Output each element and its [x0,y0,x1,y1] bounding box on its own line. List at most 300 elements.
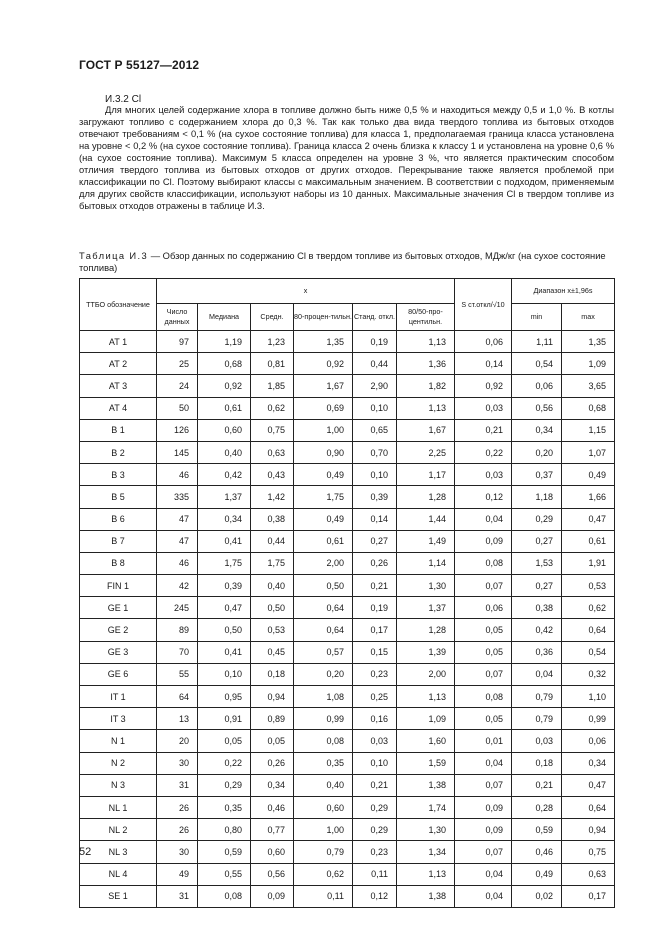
cell-ratio: 1,30 [397,819,455,841]
cell-count: 20 [157,730,198,752]
cell-count: 49 [157,863,198,885]
cell-median: 0,91 [198,708,251,730]
cell-designation: NL 4 [80,863,157,885]
cell-p80: 0,64 [294,619,353,641]
header-range: Диапазон x±1,96s [512,279,615,304]
cell-ratio: 2,25 [397,441,455,463]
cell-p80: 1,67 [294,375,353,397]
cell-max: 3,65 [562,375,615,397]
cell-mean: 0,44 [251,530,294,552]
cell-min: 0,27 [512,530,562,552]
cell-s: 0,09 [455,819,512,841]
table-row [80,441,615,463]
cell-min: 1,53 [512,552,562,574]
cell-min: 0,79 [512,686,562,708]
cell-mean: 0,60 [251,841,294,863]
cell-designation: AT 4 [80,397,157,419]
cell-ratio: 1,13 [397,686,455,708]
cell-max: 0,47 [562,508,615,530]
cell-designation: GE 6 [80,663,157,685]
cell-p80: 0,64 [294,597,353,619]
cell-std: 0,29 [353,796,397,818]
cell-median: 0,40 [198,441,251,463]
cell-mean: 0,05 [251,730,294,752]
cell-s: 0,08 [455,686,512,708]
cell-s: 0,07 [455,841,512,863]
table-row [80,885,615,907]
cell-p80: 0,35 [294,752,353,774]
cell-min: 0,37 [512,464,562,486]
cell-count: 50 [157,397,198,419]
cell-mean: 1,42 [251,486,294,508]
cell-s: 0,07 [455,663,512,685]
cell-designation: GE 3 [80,641,157,663]
cell-p80: 0,20 [294,663,353,685]
cell-median: 0,34 [198,508,251,530]
cell-p80: 0,92 [294,353,353,375]
cell-min: 0,21 [512,774,562,796]
cell-median: 1,19 [198,331,251,353]
cell-count: 26 [157,796,198,818]
cell-count: 70 [157,641,198,663]
cell-s: 0,22 [455,441,512,463]
cell-median: 0,55 [198,863,251,885]
body-paragraph [79,104,614,212]
table-row [80,486,615,508]
cell-median: 0,92 [198,375,251,397]
cell-min: 1,11 [512,331,562,353]
cell-std: 0,23 [353,841,397,863]
cell-count: 26 [157,819,198,841]
cell-mean: 0,94 [251,686,294,708]
cell-mean: 0,50 [251,597,294,619]
cell-mean: 0,53 [251,619,294,641]
cell-designation: B 3 [80,464,157,486]
cell-min: 0,36 [512,641,562,663]
header-min: min [512,304,562,331]
table-row [80,530,615,552]
cell-s: 0,04 [455,885,512,907]
cell-std: 0,70 [353,441,397,463]
cell-max: 0,47 [562,774,615,796]
cell-ratio: 1,38 [397,774,455,796]
cell-min: 0,59 [512,819,562,841]
cell-max: 0,34 [562,752,615,774]
cell-median: 0,61 [198,397,251,419]
table-row [80,752,615,774]
table-row [80,796,615,818]
cell-designation: NL 3 [80,841,157,863]
cell-s: 0,04 [455,508,512,530]
cell-min: 1,18 [512,486,562,508]
cell-count: 46 [157,552,198,574]
cell-mean: 0,77 [251,819,294,841]
cell-ratio: 1,82 [397,375,455,397]
cell-s: 0,21 [455,419,512,441]
header-std: Станд. откл. [353,304,397,331]
table-row [80,619,615,641]
cell-median: 0,68 [198,353,251,375]
cell-max: 0,62 [562,597,615,619]
cell-count: 335 [157,486,198,508]
cell-max: 0,63 [562,863,615,885]
cell-s: 0,04 [455,863,512,885]
cell-s: 0,04 [455,752,512,774]
table-row [80,464,615,486]
cell-max: 0,75 [562,841,615,863]
cell-s: 0,05 [455,619,512,641]
cell-s: 0,03 [455,397,512,419]
cell-std: 0,14 [353,508,397,530]
cell-designation: N 1 [80,730,157,752]
cell-count: 30 [157,841,198,863]
header-max: max [562,304,615,331]
cell-s: 0,14 [455,353,512,375]
cell-p80: 0,60 [294,796,353,818]
cell-max: 0,99 [562,708,615,730]
cell-mean: 0,63 [251,441,294,463]
cell-ratio: 1,14 [397,552,455,574]
cell-ratio: 1,49 [397,530,455,552]
cell-min: 0,02 [512,885,562,907]
cell-std: 0,11 [353,863,397,885]
cell-mean: 1,85 [251,375,294,397]
header-count: Число данных [157,304,198,331]
page-number: 52 [79,846,92,858]
cell-min: 0,38 [512,597,562,619]
cell-s: 0,12 [455,486,512,508]
cell-std: 0,15 [353,641,397,663]
header-ratio: 80/50-про-центильн. [397,304,455,331]
cell-mean: 0,26 [251,752,294,774]
cell-designation: B 8 [80,552,157,574]
cell-s: 0,09 [455,530,512,552]
cell-ratio: 1,44 [397,508,455,530]
cell-std: 0,19 [353,597,397,619]
data-table [79,278,615,908]
cell-count: 89 [157,619,198,641]
cell-max: 0,53 [562,575,615,597]
cell-mean: 0,46 [251,796,294,818]
paragraph-text: Для многих целей содержание хлора в топливе должно быть ниже 0,5 % и находиться между 0,5 и 1,0 %. В котлы загружают топливо с содержанием хлора до 0,3 %. Так как только два вида твердого топлива из бытовых отходов отвечают требованиям < 0,1 % (на сухое состояние топлива) для класса 1, предполагаемая граница класса установлена на уровне < 0,2 % (на сухое состояние топлива). Граница класса 2 очень близка к классу 1 и установлена на уровне 0,6 % (на сухое состояние топлива). Максимум 5 класса определен на уровне 3 %, что является практическим способом отличия твердого топлива из бытовых отходов от других отходов. Перекрывание также является проблемой при классификации по Cl. Поэтому выбирают классы с максимальным значением. В соответствии с подходом, применяемым для других свойств классификации, используют наборы из 10 данных. Максимальные значения Cl в твердом топливе из бытовых отходов отражены в таблице И.3. [79,105,614,211]
cell-ratio: 1,34 [397,841,455,863]
cell-std: 0,65 [353,419,397,441]
cell-s: 0,05 [455,708,512,730]
cell-count: 42 [157,575,198,597]
cell-s: 0,06 [455,597,512,619]
cell-std: 0,23 [353,663,397,685]
cell-count: 30 [157,752,198,774]
cell-median: 0,50 [198,619,251,641]
cell-std: 0,12 [353,885,397,907]
cell-p80: 1,08 [294,686,353,708]
cell-min: 0,20 [512,441,562,463]
cell-s: 0,01 [455,730,512,752]
cell-mean: 0,89 [251,708,294,730]
cell-ratio: 1,13 [397,397,455,419]
cell-std: 0,25 [353,686,397,708]
table-row [80,819,615,841]
document-header: ГОСТ Р 55127—2012 [79,58,200,72]
cell-median: 0,42 [198,464,251,486]
cell-mean: 0,56 [251,863,294,885]
cell-median: 0,80 [198,819,251,841]
cell-max: 1,35 [562,331,615,353]
cell-ratio: 1,17 [397,464,455,486]
cell-p80: 0,99 [294,708,353,730]
cell-ratio: 1,13 [397,331,455,353]
table-row [80,397,615,419]
cell-designation: N 3 [80,774,157,796]
cell-std: 0,10 [353,397,397,419]
cell-p80: 0,61 [294,530,353,552]
cell-mean: 0,18 [251,663,294,685]
cell-s: 0,92 [455,375,512,397]
cell-ratio: 1,37 [397,597,455,619]
cell-max: 1,15 [562,419,615,441]
table-caption-label: Таблица И.3 [79,251,149,261]
table-row [80,841,615,863]
cell-count: 64 [157,686,198,708]
cell-count: 126 [157,419,198,441]
cell-ratio: 1,36 [397,353,455,375]
cell-std: 0,44 [353,353,397,375]
cell-min: 0,03 [512,730,562,752]
cell-designation: GE 2 [80,619,157,641]
cell-ratio: 1,28 [397,486,455,508]
cell-max: 0,49 [562,464,615,486]
cell-designation: B 2 [80,441,157,463]
table-row [80,663,615,685]
cell-p80: 0,49 [294,464,353,486]
cell-ratio: 1,59 [397,752,455,774]
cell-median: 0,22 [198,752,251,774]
cell-ratio: 1,39 [397,641,455,663]
table-row [80,353,615,375]
cell-median: 0,41 [198,530,251,552]
cell-median: 1,37 [198,486,251,508]
cell-median: 0,47 [198,597,251,619]
cell-designation: B 5 [80,486,157,508]
cell-min: 0,27 [512,575,562,597]
cell-std: 0,19 [353,331,397,353]
table-row [80,774,615,796]
cell-designation: GE 1 [80,597,157,619]
cell-mean: 0,40 [251,575,294,597]
cell-max: 0,61 [562,530,615,552]
cell-mean: 0,38 [251,508,294,530]
cell-std: 0,17 [353,619,397,641]
cell-median: 0,95 [198,686,251,708]
cell-max: 0,64 [562,796,615,818]
cell-designation: B 7 [80,530,157,552]
cell-min: 0,34 [512,419,562,441]
cell-std: 0,10 [353,752,397,774]
cell-median: 0,29 [198,774,251,796]
table-caption-text: — Обзор данных по содержанию Cl в твердом топливе из бытовых отходов, МДж/кг (на сухое состояние топлива) [79,251,606,273]
cell-min: 0,49 [512,863,562,885]
cell-count: 55 [157,663,198,685]
cell-min: 0,06 [512,375,562,397]
cell-std: 0,16 [353,708,397,730]
cell-median: 0,05 [198,730,251,752]
cell-s: 0,06 [455,331,512,353]
cell-std: 0,26 [353,552,397,574]
cell-max: 1,07 [562,441,615,463]
cell-std: 0,10 [353,464,397,486]
cell-median: 0,08 [198,885,251,907]
cell-designation: N 2 [80,752,157,774]
cell-max: 1,66 [562,486,615,508]
cell-median: 1,75 [198,552,251,574]
cell-mean: 0,34 [251,774,294,796]
cell-min: 0,46 [512,841,562,863]
cell-std: 0,03 [353,730,397,752]
cell-max: 1,09 [562,353,615,375]
cell-p80: 0,90 [294,441,353,463]
cell-std: 2,90 [353,375,397,397]
cell-s: 0,03 [455,464,512,486]
table-row [80,641,615,663]
cell-std: 0,29 [353,819,397,841]
cell-min: 0,29 [512,508,562,530]
cell-mean: 0,45 [251,641,294,663]
cell-std: 0,39 [353,486,397,508]
cell-s: 0,05 [455,641,512,663]
cell-p80: 0,79 [294,841,353,863]
cell-max: 0,17 [562,885,615,907]
cell-max: 1,91 [562,552,615,574]
cell-ratio: 1,38 [397,885,455,907]
cell-median: 0,35 [198,796,251,818]
cell-designation: AT 2 [80,353,157,375]
cell-std: 0,21 [353,575,397,597]
cell-ratio: 1,67 [397,419,455,441]
cell-median: 0,60 [198,419,251,441]
table-row [80,686,615,708]
header-s: S ст.откл/√10 [455,279,512,331]
cell-s: 0,08 [455,552,512,574]
table-row [80,552,615,574]
cell-mean: 0,75 [251,419,294,441]
cell-count: 25 [157,353,198,375]
cell-designation: B 1 [80,419,157,441]
cell-mean: 1,75 [251,552,294,574]
cell-designation: AT 3 [80,375,157,397]
cell-max: 0,06 [562,730,615,752]
cell-median: 0,59 [198,841,251,863]
table-row [80,419,615,441]
cell-count: 13 [157,708,198,730]
cell-s: 0,07 [455,575,512,597]
cell-std: 0,21 [353,774,397,796]
cell-ratio: 1,30 [397,575,455,597]
cell-designation: NL 2 [80,819,157,841]
cell-mean: 0,81 [251,353,294,375]
cell-max: 0,64 [562,619,615,641]
cell-p80: 1,00 [294,419,353,441]
cell-max: 1,10 [562,686,615,708]
cell-mean: 0,62 [251,397,294,419]
header-x: x [157,279,455,304]
cell-min: 0,79 [512,708,562,730]
cell-p80: 0,50 [294,575,353,597]
header-median: Медиана [198,304,251,331]
cell-ratio: 1,60 [397,730,455,752]
cell-median: 0,41 [198,641,251,663]
cell-designation: B 6 [80,508,157,530]
cell-s: 0,09 [455,796,512,818]
cell-count: 31 [157,885,198,907]
cell-count: 47 [157,530,198,552]
cell-count: 245 [157,597,198,619]
cell-max: 0,94 [562,819,615,841]
cell-count: 24 [157,375,198,397]
cell-std: 0,27 [353,530,397,552]
cell-designation: NL 1 [80,796,157,818]
cell-ratio: 1,28 [397,619,455,641]
cell-ratio: 1,13 [397,863,455,885]
cell-p80: 1,00 [294,819,353,841]
cell-designation: AT 1 [80,331,157,353]
section-title: И.3.2 Cl [105,94,142,105]
cell-p80: 0,69 [294,397,353,419]
header-ttbo: ТТБО обозначение [80,279,157,331]
cell-designation: FIN 1 [80,575,157,597]
cell-max: 0,32 [562,663,615,685]
table-row [80,863,615,885]
cell-count: 31 [157,774,198,796]
table-row [80,508,615,530]
cell-p80: 2,00 [294,552,353,574]
cell-p80: 1,35 [294,331,353,353]
cell-min: 0,42 [512,619,562,641]
table-row [80,597,615,619]
cell-p80: 1,75 [294,486,353,508]
table-row [80,331,615,353]
table-row [80,375,615,397]
cell-min: 0,28 [512,796,562,818]
cell-p80: 0,08 [294,730,353,752]
cell-p80: 0,40 [294,774,353,796]
cell-ratio: 2,00 [397,663,455,685]
cell-ratio: 1,09 [397,708,455,730]
cell-median: 0,10 [198,663,251,685]
table-row [80,730,615,752]
header-p80: 80-процен-тильн. [294,304,353,331]
cell-count: 46 [157,464,198,486]
cell-designation: IT 3 [80,708,157,730]
cell-p80: 0,57 [294,641,353,663]
table-row [80,708,615,730]
cell-p80: 0,62 [294,863,353,885]
cell-p80: 0,49 [294,508,353,530]
cell-count: 97 [157,331,198,353]
cell-min: 0,04 [512,663,562,685]
cell-mean: 1,23 [251,331,294,353]
cell-max: 0,68 [562,397,615,419]
cell-min: 0,54 [512,353,562,375]
cell-count: 145 [157,441,198,463]
cell-ratio: 1,74 [397,796,455,818]
cell-max: 0,54 [562,641,615,663]
cell-min: 0,18 [512,752,562,774]
cell-mean: 0,43 [251,464,294,486]
cell-p80: 0,11 [294,885,353,907]
cell-min: 0,56 [512,397,562,419]
table-body [80,331,615,908]
cell-count: 47 [157,508,198,530]
